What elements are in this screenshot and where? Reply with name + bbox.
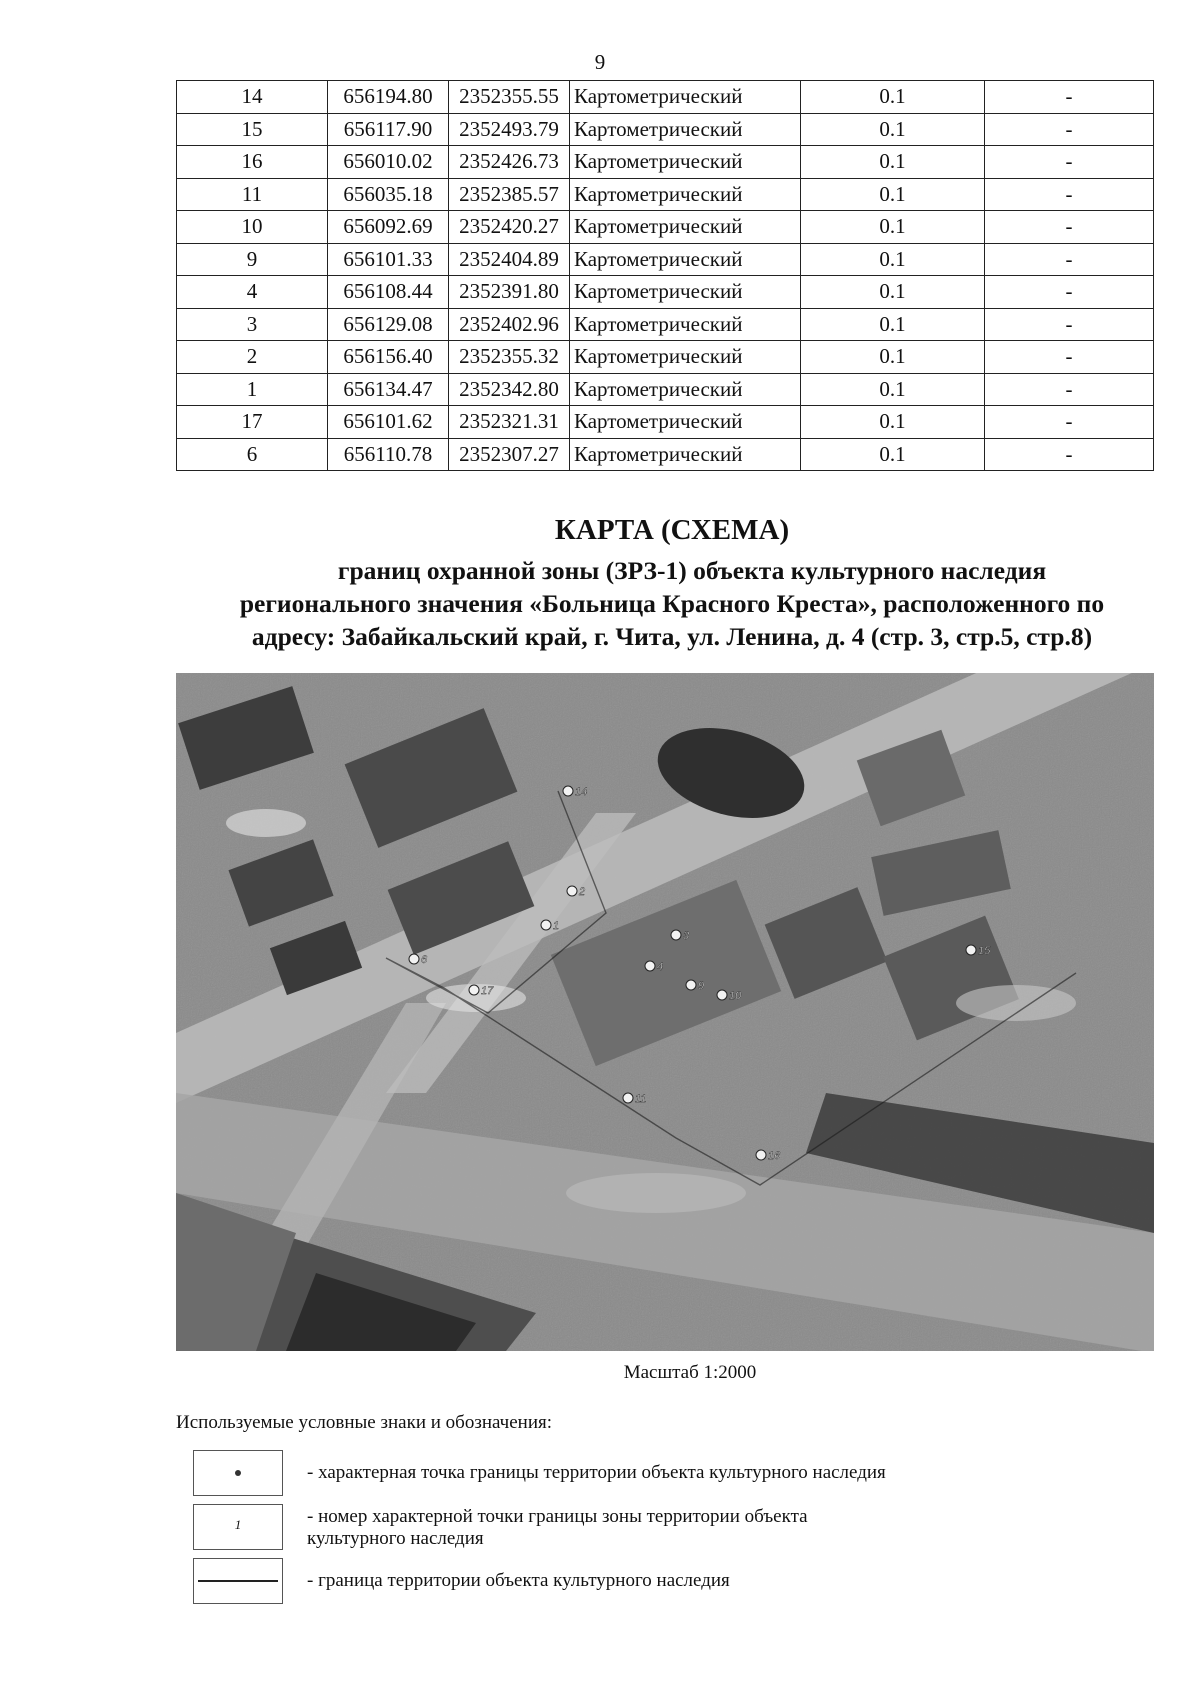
map-description-line: границ охранной зоны (ЗРЗ-1) объекта культурного наследия <box>337 556 1047 585</box>
table-cell-point: 9 <box>177 243 328 276</box>
table-cell-y: 2352426.73 <box>449 146 570 179</box>
table-cell-accuracy: 0.1 <box>801 373 985 406</box>
map-title-block <box>190 512 1154 653</box>
map-point-dot <box>717 990 727 1000</box>
table-cell-y: 2352391.80 <box>449 276 570 309</box>
map-description-line: регионального значения «Больница Красного Креста», расположенного по <box>239 589 1105 618</box>
map-point-label: 15 <box>978 945 991 957</box>
table-cell-accuracy: 0.1 <box>801 341 985 374</box>
table-cell-accuracy: 0.1 <box>801 406 985 439</box>
table-row <box>177 406 1154 439</box>
map-point-dot <box>541 920 551 930</box>
table-row <box>177 146 1154 179</box>
table-cell-x: 656092.69 <box>328 211 449 244</box>
map-point-label: 16 <box>768 1150 781 1162</box>
table-cell-note: - <box>985 406 1154 439</box>
table-cell-accuracy: 0.1 <box>801 243 985 276</box>
table-cell-note: - <box>985 146 1154 179</box>
table-cell-note: - <box>985 211 1154 244</box>
table-cell-accuracy: 0.1 <box>801 178 985 211</box>
table-cell-accuracy: 0.1 <box>801 81 985 114</box>
map-point-dot <box>623 1093 633 1103</box>
map-point-10 <box>717 990 742 1002</box>
table-cell-y: 2352342.80 <box>449 373 570 406</box>
page-number: 9 <box>594 50 606 74</box>
map-point-label: 10 <box>729 990 742 1002</box>
table-cell-note: - <box>985 308 1154 341</box>
table-cell-method: Картометрический <box>570 113 801 146</box>
table-cell-y: 2352385.57 <box>449 178 570 211</box>
table-row <box>177 341 1154 374</box>
table-cell-x: 656010.02 <box>328 146 449 179</box>
table-row <box>177 243 1154 276</box>
table-cell-x: 656117.90 <box>328 113 449 146</box>
table-cell-note: - <box>985 373 1154 406</box>
table-cell-y: 2352420.27 <box>449 211 570 244</box>
map-point-dot <box>686 980 696 990</box>
table-cell-note: - <box>985 81 1154 114</box>
table-cell-method: Картометрический <box>570 438 801 471</box>
table-cell-method: Картометрический <box>570 373 801 406</box>
table-cell-accuracy: 0.1 <box>801 146 985 179</box>
map-point-dot <box>409 954 419 964</box>
table-cell-accuracy: 0.1 <box>801 308 985 341</box>
legend-item-text: - граница территории объекта культурного наследия <box>307 1570 730 1591</box>
table-cell-point: 3 <box>177 308 328 341</box>
table-cell-point: 17 <box>177 406 328 439</box>
map-description <box>190 554 1154 653</box>
table-cell-x: 656129.08 <box>328 308 449 341</box>
table-cell-accuracy: 0.1 <box>801 211 985 244</box>
table-cell-point: 2 <box>177 341 328 374</box>
map-point-label: 14 <box>575 786 588 798</box>
legend-symbol-box <box>193 1450 283 1496</box>
map-point-label: 6 <box>421 954 428 966</box>
map-title: КАРТА (СХЕМА) <box>554 514 790 546</box>
table-cell-method: Картометрический <box>570 406 801 439</box>
table-cell-point: 14 <box>177 81 328 114</box>
table-cell-method: Картометрический <box>570 178 801 211</box>
map-point-11 <box>623 1093 646 1105</box>
table-cell-point: 1 <box>177 373 328 406</box>
line-icon <box>198 1580 278 1582</box>
table-row <box>177 276 1154 309</box>
table-cell-x: 656156.40 <box>328 341 449 374</box>
table-cell-y: 2352307.27 <box>449 438 570 471</box>
table-cell-y: 2352355.32 <box>449 341 570 374</box>
map-point-15 <box>966 945 991 957</box>
legend-symbol-box <box>193 1504 283 1550</box>
legend-item-text: - номер характерной точки границы зоны территории объекта культурного наследия <box>307 1506 808 1549</box>
map-point-dot <box>567 886 577 896</box>
table-cell-note: - <box>985 178 1154 211</box>
table-cell-y: 2352493.79 <box>449 113 570 146</box>
table-cell-note: - <box>985 276 1154 309</box>
table-cell-method: Картометрический <box>570 211 801 244</box>
table-cell-x: 656101.33 <box>328 243 449 276</box>
table-cell-x: 656110.78 <box>328 438 449 471</box>
table-cell-accuracy: 0.1 <box>801 438 985 471</box>
map-point-label: 11 <box>635 1093 647 1105</box>
table-cell-method: Картометрический <box>570 308 801 341</box>
table-cell-x: 656108.44 <box>328 276 449 309</box>
coordinates-table-body <box>177 81 1154 471</box>
map-point-label: 3 <box>683 930 690 942</box>
table-cell-point: 16 <box>177 146 328 179</box>
table-cell-note: - <box>985 243 1154 276</box>
point-number-sample: 1 <box>234 1517 242 1532</box>
table-cell-point: 11 <box>177 178 328 211</box>
map-point-dot <box>469 985 479 995</box>
map-point-label: 17 <box>481 985 494 997</box>
table-cell-y: 2352321.31 <box>449 406 570 439</box>
table-row <box>177 81 1154 114</box>
table-cell-point: 4 <box>177 276 328 309</box>
map-point-dot <box>671 930 681 940</box>
table-cell-method: Картометрический <box>570 341 801 374</box>
dot-icon <box>235 1470 241 1476</box>
map-point-dot <box>756 1150 766 1160</box>
table-cell-note: - <box>985 341 1154 374</box>
table-row <box>177 438 1154 471</box>
table-row <box>177 113 1154 146</box>
table-cell-method: Картометрический <box>570 81 801 114</box>
legend-symbol-box <box>193 1558 283 1604</box>
table-cell-point: 10 <box>177 211 328 244</box>
table-cell-x: 656035.18 <box>328 178 449 211</box>
map-description-line: адресу: Забайкальский край, г. Чита, ул. Ленина, д. 4 (стр. 3, стр.5, стр.8) <box>251 622 1093 651</box>
table-cell-accuracy: 0.1 <box>801 276 985 309</box>
table-row <box>177 308 1154 341</box>
map-point-label: 1 <box>553 920 560 932</box>
table-cell-accuracy: 0.1 <box>801 113 985 146</box>
table-cell-point: 6 <box>177 438 328 471</box>
table-cell-y: 2352404.89 <box>449 243 570 276</box>
table-cell-y: 2352355.55 <box>449 81 570 114</box>
legend-heading: Используемые условные знаки и обозначения: <box>176 1412 553 1433</box>
table-cell-method: Картометрический <box>570 146 801 179</box>
map-point-dot <box>645 961 655 971</box>
table-row <box>177 211 1154 244</box>
coordinates-table <box>176 80 1154 471</box>
map-point-dot <box>563 786 573 796</box>
map-point-14 <box>563 786 587 798</box>
table-cell-note: - <box>985 438 1154 471</box>
map-scale: Масштаб 1:2000 <box>623 1362 757 1383</box>
map-point-17 <box>469 985 494 997</box>
aerial-map-image <box>176 673 1154 1351</box>
map-point-16 <box>756 1150 781 1162</box>
map-point-label: 9 <box>698 980 705 992</box>
map-point-dot <box>966 945 976 955</box>
table-cell-method: Картометрический <box>570 243 801 276</box>
table-row <box>177 373 1154 406</box>
legend-item-text: - характерная точка границы территории объекта культурного наследия <box>307 1462 886 1483</box>
map-point-label: 4 <box>657 961 664 973</box>
aerial-map-svg <box>176 673 1154 1351</box>
table-cell-x: 656194.80 <box>328 81 449 114</box>
table-cell-x: 656134.47 <box>328 373 449 406</box>
table-row <box>177 178 1154 211</box>
table-cell-point: 15 <box>177 113 328 146</box>
table-cell-y: 2352402.96 <box>449 308 570 341</box>
table-cell-note: - <box>985 113 1154 146</box>
table-cell-x: 656101.62 <box>328 406 449 439</box>
map-point-label: 2 <box>579 886 586 898</box>
table-cell-method: Картометрический <box>570 276 801 309</box>
